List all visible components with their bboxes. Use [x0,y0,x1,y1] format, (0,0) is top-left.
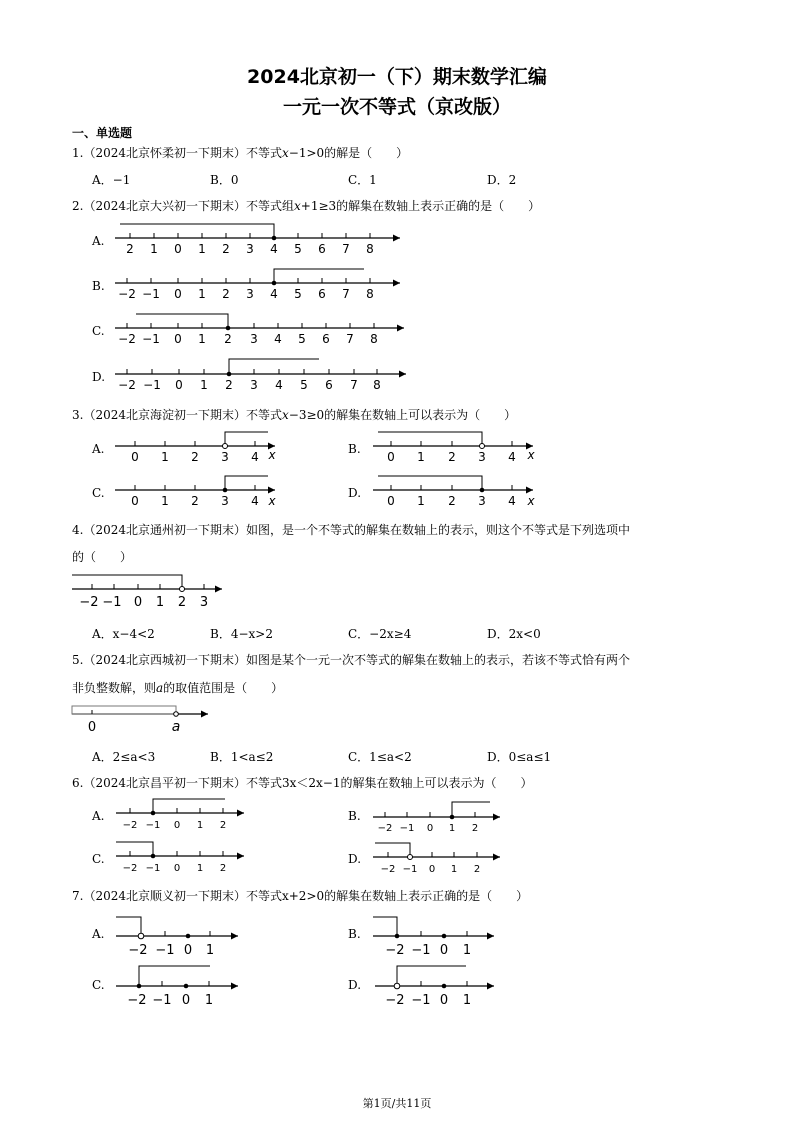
tick-label: 2 [177,595,187,610]
tick-label: 0 [133,595,143,610]
tick-label: −2 [385,943,405,958]
q2-label-c[interactable]: C. [92,324,105,338]
tick-label: 2 [224,332,232,346]
tick-label: 2 [219,863,227,874]
question-2-text: 2.（2024北京大兴初一下期末）不等式组 [72,199,294,213]
q4-option-b[interactable]: B．4−x>2 [210,627,273,641]
tick-label: 7 [342,287,350,301]
tick-label: 8 [370,332,378,346]
tick-label: 0 [439,943,449,958]
q7-label-a[interactable]: A. [92,927,105,941]
tick-label: 1 [198,242,206,256]
q7-numberline-c [116,966,238,1008]
ticks [130,233,370,238]
tick-label: 0 [439,993,449,1008]
tick-label: 3 [478,450,486,464]
tick-label: 1 [462,993,472,1008]
axis-var: x [268,494,276,508]
question-3-tail: 的解集在数轴上可以表示为（ ） [324,408,517,422]
tick-label: −2 [122,820,138,831]
tick-label: 0 [175,378,183,392]
q3-label-c[interactable]: C. [92,486,105,500]
question-1-expr: −1>0 [288,146,325,160]
tick-label: 7 [342,242,350,256]
tick-label: 3 [250,332,258,346]
tick-label: 2 [471,823,479,834]
q1-option-d[interactable]: D．2 [487,173,517,187]
tick-label: −1 [142,287,160,301]
question-5-line2b: 的取值范围是（ ） [163,681,284,695]
tick-label: 1 [198,332,206,346]
q2-label-a[interactable]: A. [92,234,105,248]
q3-numberline-b [373,432,535,464]
tick-label: a [171,719,181,735]
q7-numberline-b [373,917,494,958]
q7-label-b[interactable]: B. [348,927,361,941]
tick-label: 5 [294,242,302,256]
question-5-line1: 5.（2024北京西城初一下期末）如图是某个一元一次不等式的解集在数轴上的表示，若该不等式恰有两个 [72,653,630,667]
tick-label: 8 [373,378,381,392]
tick-label: −2 [118,378,136,392]
tick-label: 0 [426,823,434,834]
tick-label: 2 [191,494,199,508]
solid-point [272,236,277,241]
tick-label: −1 [102,595,122,610]
tick-label: −1 [142,332,160,346]
tick-label: 2 [191,450,199,464]
tick-label: 4 [270,242,278,256]
q1-option-a[interactable]: A．−1 [92,173,131,187]
tick-label: 3 [221,450,229,464]
page-title: 2024北京初一（下）期末数学汇编 [247,66,547,88]
question-5-line2 [72,679,283,696]
tick-label: 4 [508,494,516,508]
tick-label: −2 [377,823,393,834]
q3-numberline-c [115,476,276,508]
q6-label-a[interactable]: A. [92,809,105,823]
question-2-expr: +1≥3 [300,199,337,213]
tick-label: 1 [161,450,169,464]
axis-var: x [268,448,276,462]
tick-label: 7 [346,332,354,346]
question-3-text: 3.（2024北京海淀初一下期末）不等式 [72,408,282,422]
tick-label: −1 [399,823,415,834]
tick-label: 1 [417,450,425,464]
tick-label: 0 [183,943,193,958]
q5-option-c[interactable]: C．1≤a<2 [348,750,412,764]
tick-label: 3 [246,242,254,256]
axis-arrow [393,235,400,242]
tick-label: 0 [174,242,182,256]
q4-option-a[interactable]: A．x−4<2 [92,627,155,641]
question-2-tail: 的解集在数轴上表示正确的是（ ） [336,199,541,213]
q5-option-b[interactable]: B．1<a≤2 [210,750,274,764]
tick-label: 2 [448,450,456,464]
q5-option-d[interactable]: D．0≤a≤1 [487,750,552,764]
q3-label-b[interactable]: B. [348,442,361,456]
tick-label: −2 [79,595,99,610]
tick-label: 1 [200,378,208,392]
question-1-tail: 的解是（ ） [324,146,409,160]
q3-numberline-a [115,432,276,464]
tick-label: 6 [318,242,326,256]
tick-label: 2 [222,242,230,256]
tick-label: 0 [174,287,182,301]
question-5-var: a [156,681,164,695]
q4-option-c[interactable]: C．−2x≥4 [348,627,412,641]
q1-option-b[interactable]: B．0 [210,173,239,187]
tick-label: −1 [411,993,431,1008]
q7-label-c[interactable]: C. [92,978,105,992]
q3-numberline-d [373,476,535,508]
tick-label: 5 [300,378,308,392]
tick-label: 3 [221,494,229,508]
tick-label: 6 [318,287,326,301]
tick-label: 1 [462,943,472,958]
q6-numberline-d [373,843,500,875]
tick-label: 0 [131,450,139,464]
tick-label: −2 [118,287,136,301]
axis-var: x [527,448,535,462]
q5-option-a[interactable]: A．2≤a<3 [92,750,156,764]
q7-numberline-d [375,966,494,1008]
tick-label: −2 [380,864,396,875]
q6-label-c[interactable]: C. [92,852,105,866]
question-1-text: 1.（2024北京怀柔初一下期末）不等式 [72,146,282,160]
tick-label: 3 [246,287,254,301]
tick-label: −1 [143,378,161,392]
tick-label: 2 [222,287,230,301]
q3-label-a[interactable]: A. [92,442,105,456]
tick-label: 4 [508,450,516,464]
tick-label: 4 [251,494,259,508]
tick-label: 0 [387,494,395,508]
tick-label: −1 [155,943,175,958]
q6-numberline-c [116,842,244,874]
tick-label: −1 [145,820,161,831]
tick-label: 4 [270,287,278,301]
q5-numberline [72,706,208,735]
tick-label: 1 [196,863,204,874]
q7-label-d[interactable]: D. [348,978,362,992]
q6-numberline-a [116,799,244,831]
q1-option-c[interactable]: C．1 [348,173,377,187]
page-subtitle: 一元一次不等式（京改版） [282,96,511,118]
tick-label: 0 [428,864,436,875]
tick-label: −1 [145,863,161,874]
tick-label: 8 [366,242,374,256]
question-6: 6.（2024北京昌平初一下期末）不等式3x＜2x−1的解集在数轴上可以表示为（ ） [72,776,533,790]
q6-label-d[interactable]: D. [348,852,362,866]
tick-label: 3 [199,595,209,610]
tick-label: 2 [448,494,456,508]
tick-label: 2 [219,820,227,831]
tick-label: 6 [322,332,330,346]
tick-label: −2 [128,943,148,958]
question-2-var: x [294,199,301,213]
question-7: 7.（2024北京顺义初一下期末）不等式x+2>0的解集在数轴上表示正确的是（ ） [72,889,529,903]
tick-label: 2 [225,378,233,392]
tick-label: 6 [325,378,333,392]
tick-label: 7 [350,378,358,392]
q2-label-b[interactable]: B. [92,279,105,293]
tick-label: 4 [275,378,283,392]
question-3-var: x [282,408,289,422]
tick-label: 1 [448,823,456,834]
solution-bracket [120,224,274,238]
tick-label: −2 [127,993,147,1008]
tick-label: 0 [173,863,181,874]
tick-label: 1 [205,943,215,958]
page-footer: 第1页/共11页 [362,1097,432,1110]
q2-label-d[interactable]: D. [92,370,106,384]
tick-label: 2 [126,242,134,256]
tick-label: 1 [204,993,214,1008]
tick-label: 5 [298,332,306,346]
q6-label-b[interactable]: B. [348,809,361,823]
tick-label: 2 [473,864,481,875]
q7-numberline-a [116,917,238,958]
question-4-line1: 4.（2024北京通州初一下期末）如图，是一个不等式的解集在数轴上的表示，则这个不等式是下列选项中 [72,523,630,537]
tick-label: 0 [387,450,395,464]
question-3-expr: −3≥0 [288,408,325,422]
tick-label: 8 [366,287,374,301]
q4-option-d[interactable]: D．2x<0 [487,627,541,641]
tick-label: 0 [181,993,191,1008]
tick-label: 4 [274,332,282,346]
question-1-var: x [282,146,289,160]
tick-label: −2 [385,993,405,1008]
question-4-line2: 的（ ） [72,550,133,564]
tick-label: 1 [450,864,458,875]
q6-numberline-b [373,802,500,834]
question-5-line2a: 非负整数解，则 [72,681,157,695]
tick-label: 1 [155,595,165,610]
tick-label: 0 [87,720,97,735]
tick-label: 1 [150,242,158,256]
axis-var: x [527,494,535,508]
tick-label: 3 [478,494,486,508]
tick-label: −2 [122,863,138,874]
tick-label: −1 [152,993,172,1008]
tick-label: −1 [411,943,431,958]
tick-label: 1 [161,494,169,508]
tick-label: 1 [196,820,204,831]
question-3 [72,406,516,423]
tick-label: 5 [294,287,302,301]
tick-label: 1 [417,494,425,508]
q4-numberline [72,575,222,610]
tick-label: 4 [251,450,259,464]
tick-label: −2 [118,332,136,346]
tick-label: 0 [131,494,139,508]
tick-label: 0 [173,820,181,831]
tick-label: −1 [402,864,418,875]
section-heading: 一、单选题 [72,126,133,140]
q3-label-d[interactable]: D. [348,486,362,500]
tick-label: 3 [250,378,258,392]
tick-label: 1 [198,287,206,301]
tick-label: 0 [174,332,182,346]
